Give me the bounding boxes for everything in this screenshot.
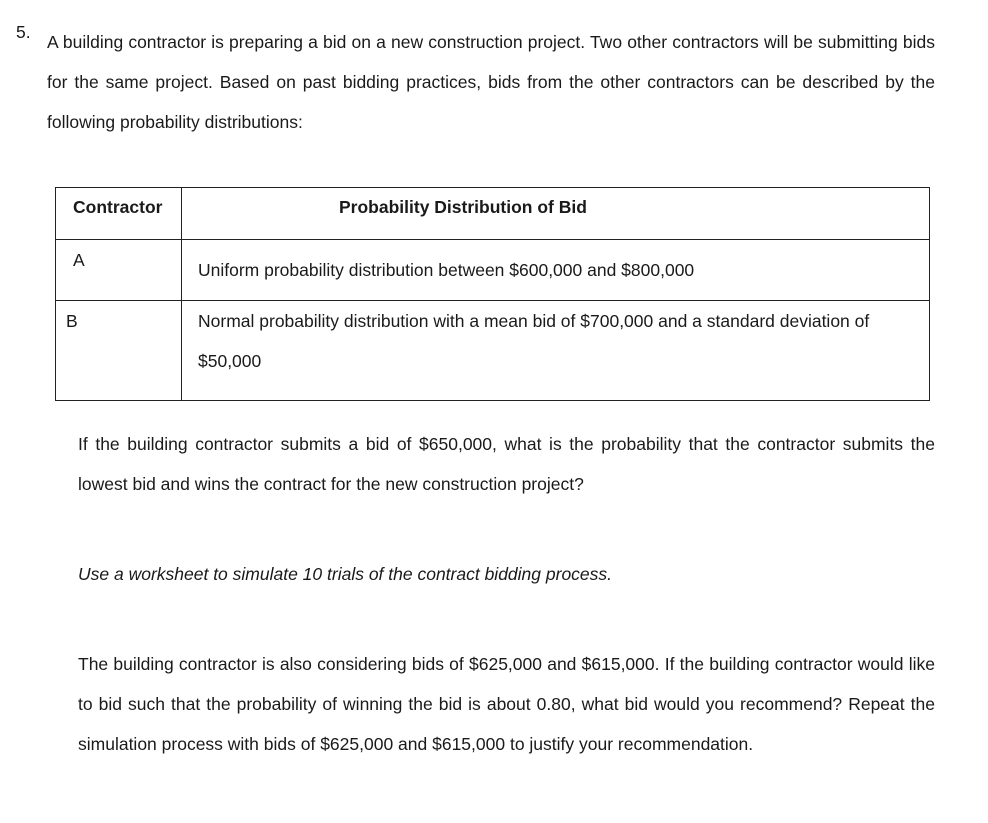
- table-header-row: [56, 188, 930, 240]
- contractor-cell: B: [56, 301, 182, 401]
- table-row: [56, 240, 930, 301]
- simulation-instruction: Use a worksheet to simulate 10 trials of the contract bidding process.: [78, 564, 613, 584]
- question-number: 5.: [16, 22, 31, 42]
- bid-distribution-table: [55, 187, 930, 401]
- distribution-cell: Uniform probability distribution between $600,000 and $800,000: [182, 240, 930, 301]
- contractor-cell: A: [56, 240, 182, 301]
- table-row: [56, 301, 930, 401]
- probability-question: If the building contractor submits a bid of $650,000, what is the probability that the contractor submits the lowest bid and wins the contract for the new construction project?: [78, 434, 935, 494]
- header-distribution: Probability Distribution of Bid: [182, 188, 930, 240]
- header-contractor: Contractor: [56, 188, 182, 240]
- distribution-cell: Normal probability distribution with a mean bid of $700,000 and a standard deviation of $50,000: [182, 301, 930, 401]
- question-intro: A building contractor is preparing a bid on a new construction project. Two other contractors will be submitting bids for the same project. Based on past bidding practices, bids from the other contractors can be described by the following probability distributions:: [47, 32, 935, 132]
- followup-question: The building contractor is also considering bids of $625,000 and $615,000. If the building contractor would like to bid such that the probability of winning the bid is about 0.80, what bid would you recommend? Repeat the simulation process with bids of $625,000 and $615,000 to justify your recommendation.: [78, 654, 935, 754]
